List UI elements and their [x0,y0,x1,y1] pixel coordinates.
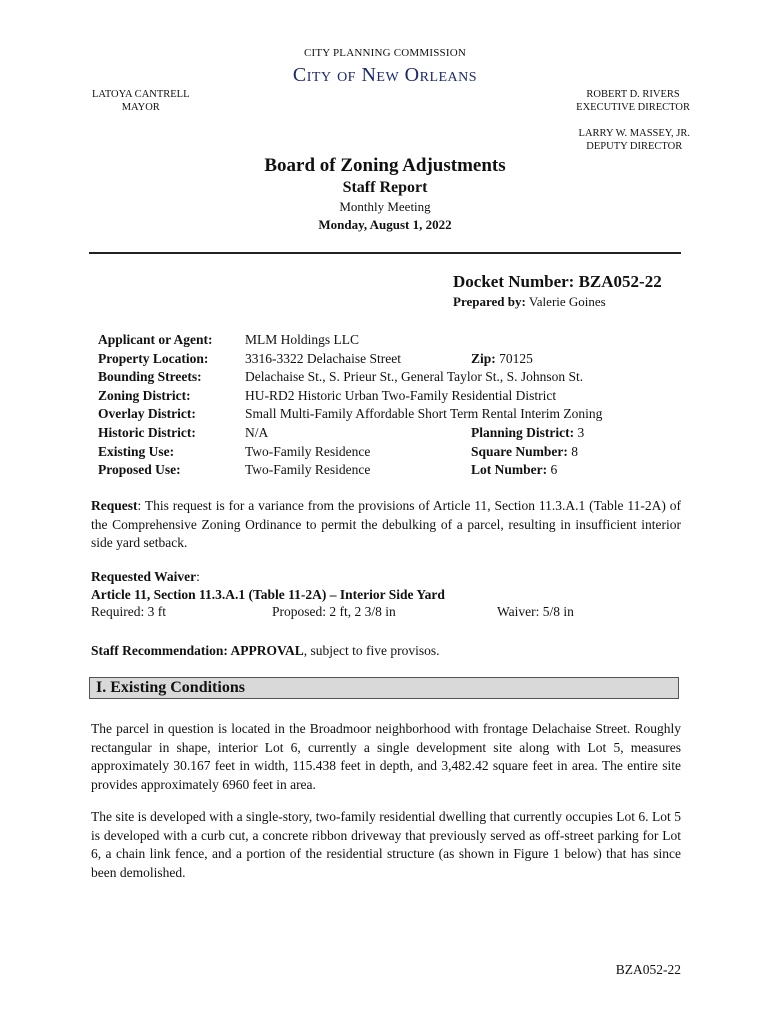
planning-district-field [471,424,584,443]
lot-number-label: Lot Number: [471,462,548,478]
mayor-title: MAYOR [121,102,160,113]
docket-number: Docket Number: BZA052-22 [453,272,662,291]
info-value: Delachaise St., S. Prieur St., General Taylor St., S. Johnson St. [245,369,584,385]
info-value: N/A [245,424,269,440]
info-value: 3316-3322 Delachaise Street [245,350,401,366]
info-value: HU-RD2 Historic Urban Two-Family Residential District [245,387,557,403]
request-text: : This request is for a variance from the provisions of Article 11, Section 11.3.A.1 (Table 11-2A) of the Comprehensive Zoning Ordinance to permit the debulking of a parcel, resulting in insufficient interior side yard setback. [91,498,681,550]
report-title: Staff Report [342,179,428,196]
info-value: Two-Family Residence [245,462,371,478]
section-header-existing-conditions [89,677,679,699]
waiver-colon: : [196,569,200,584]
header-divider [89,252,681,254]
zip-value: 70125 [495,350,533,366]
planning-district-value: 3 [574,424,585,440]
request-paragraph [91,497,681,553]
info-label: Zoning District: [98,387,191,403]
prepared-by-name: Valerie Goines [525,294,606,309]
executive-director-name: ROBERT D. RIVERS [586,89,680,100]
commission-name: CITY PLANNING COMMISSION [303,47,467,59]
info-label: Applicant or Agent: [98,332,213,347]
info-label: Property Location: [98,350,209,366]
recommendation-label: Staff Recommendation: APPROVAL [91,643,304,658]
meeting-type: Monthly Meeting [339,199,431,214]
waiver-heading-row [91,586,681,604]
requested-waiver-block [91,568,681,621]
info-label: Overlay District: [98,406,196,422]
deputy-director-block [579,127,690,153]
staff-recommendation [91,642,681,661]
city-name: City of New Orleans [292,64,478,86]
deputy-director-name: LARRY W. MASSEY, JR. [578,128,690,139]
info-value: MLM Holdings LLC [245,332,360,347]
info-label: Historic District: [98,424,196,440]
square-number-field [471,443,578,462]
square-number-value: 8 [567,443,579,459]
waiver-label: Requested Waiver [91,569,197,584]
zip-label: Zip: [471,350,496,366]
mayor-block [92,88,190,114]
lot-number-field [471,461,557,480]
waiver-amount: Waiver: 5/8 in [497,604,574,619]
existing-conditions-paragraph-2: The site is developed with a single-story, two-family residential dwelling that currently occupies Lot 6. Lot 5 is developed with a curb cut, a concrete ribbon driveway that previously served as off-street parking for Lot 6, a chain link fence, and a portion of the residential structure (as shown in Figure 1 below) that has since been demolished. [91,809,681,880]
planning-district-label: Planning District: [471,424,575,440]
square-number-label: Square Number: [471,443,568,459]
existing-conditions-paragraph-1: The parcel in question is located in the Broadmoor neighborhood with frontage Delachaise Street. Roughly rectangular in shape, interior Lot 6, currently a single development site along with Lot 5, measures approximately 30.167 feet in width, 115.438 feet in depth, and 3,482.42 square feet in area. The entire site provides approximately 6960 feet in area. [91,721,681,792]
deputy-director-title: DEPUTY DIRECTOR [586,141,683,152]
board-title: Board of Zoning Adjustments [264,155,506,176]
waiver-required: Required: 3 ft [91,604,166,619]
prepared-by [453,294,606,310]
report-title-block [0,154,770,234]
request-label: Request [91,498,138,513]
waiver-values-row [91,603,681,621]
executive-director-block [576,88,690,114]
prepared-by-label: Prepared by: [453,294,526,309]
lot-number-value: 6 [547,462,558,478]
waiver-proposed: Proposed: 2 ft, 2 3/8 in [272,604,396,619]
info-value: Two-Family Residence [245,443,371,459]
mayor-name: LATOYA CANTRELL [92,89,190,100]
waiver-title-row [91,568,681,586]
info-label: Bounding Streets: [98,369,202,385]
section-title: I. Existing Conditions [96,679,245,696]
waiver-heading: Article 11, Section 11.3.A.1 (Table 11-2A) – Interior Side Yard [91,586,445,602]
footer-docket: BZA052-22 [615,962,681,977]
info-label: Proposed Use: [98,462,181,478]
info-value: Small Multi-Family Affordable Short Term Rental Interim Zoning [245,406,603,422]
recommendation-text: , subject to five provisos. [303,643,440,658]
meeting-date: Monday, August 1, 2022 [318,217,452,232]
info-label: Existing Use: [98,443,175,459]
executive-director-title: EXECUTIVE DIRECTOR [576,102,690,113]
waiver-title-line [91,568,200,586]
zip-field [471,350,533,369]
